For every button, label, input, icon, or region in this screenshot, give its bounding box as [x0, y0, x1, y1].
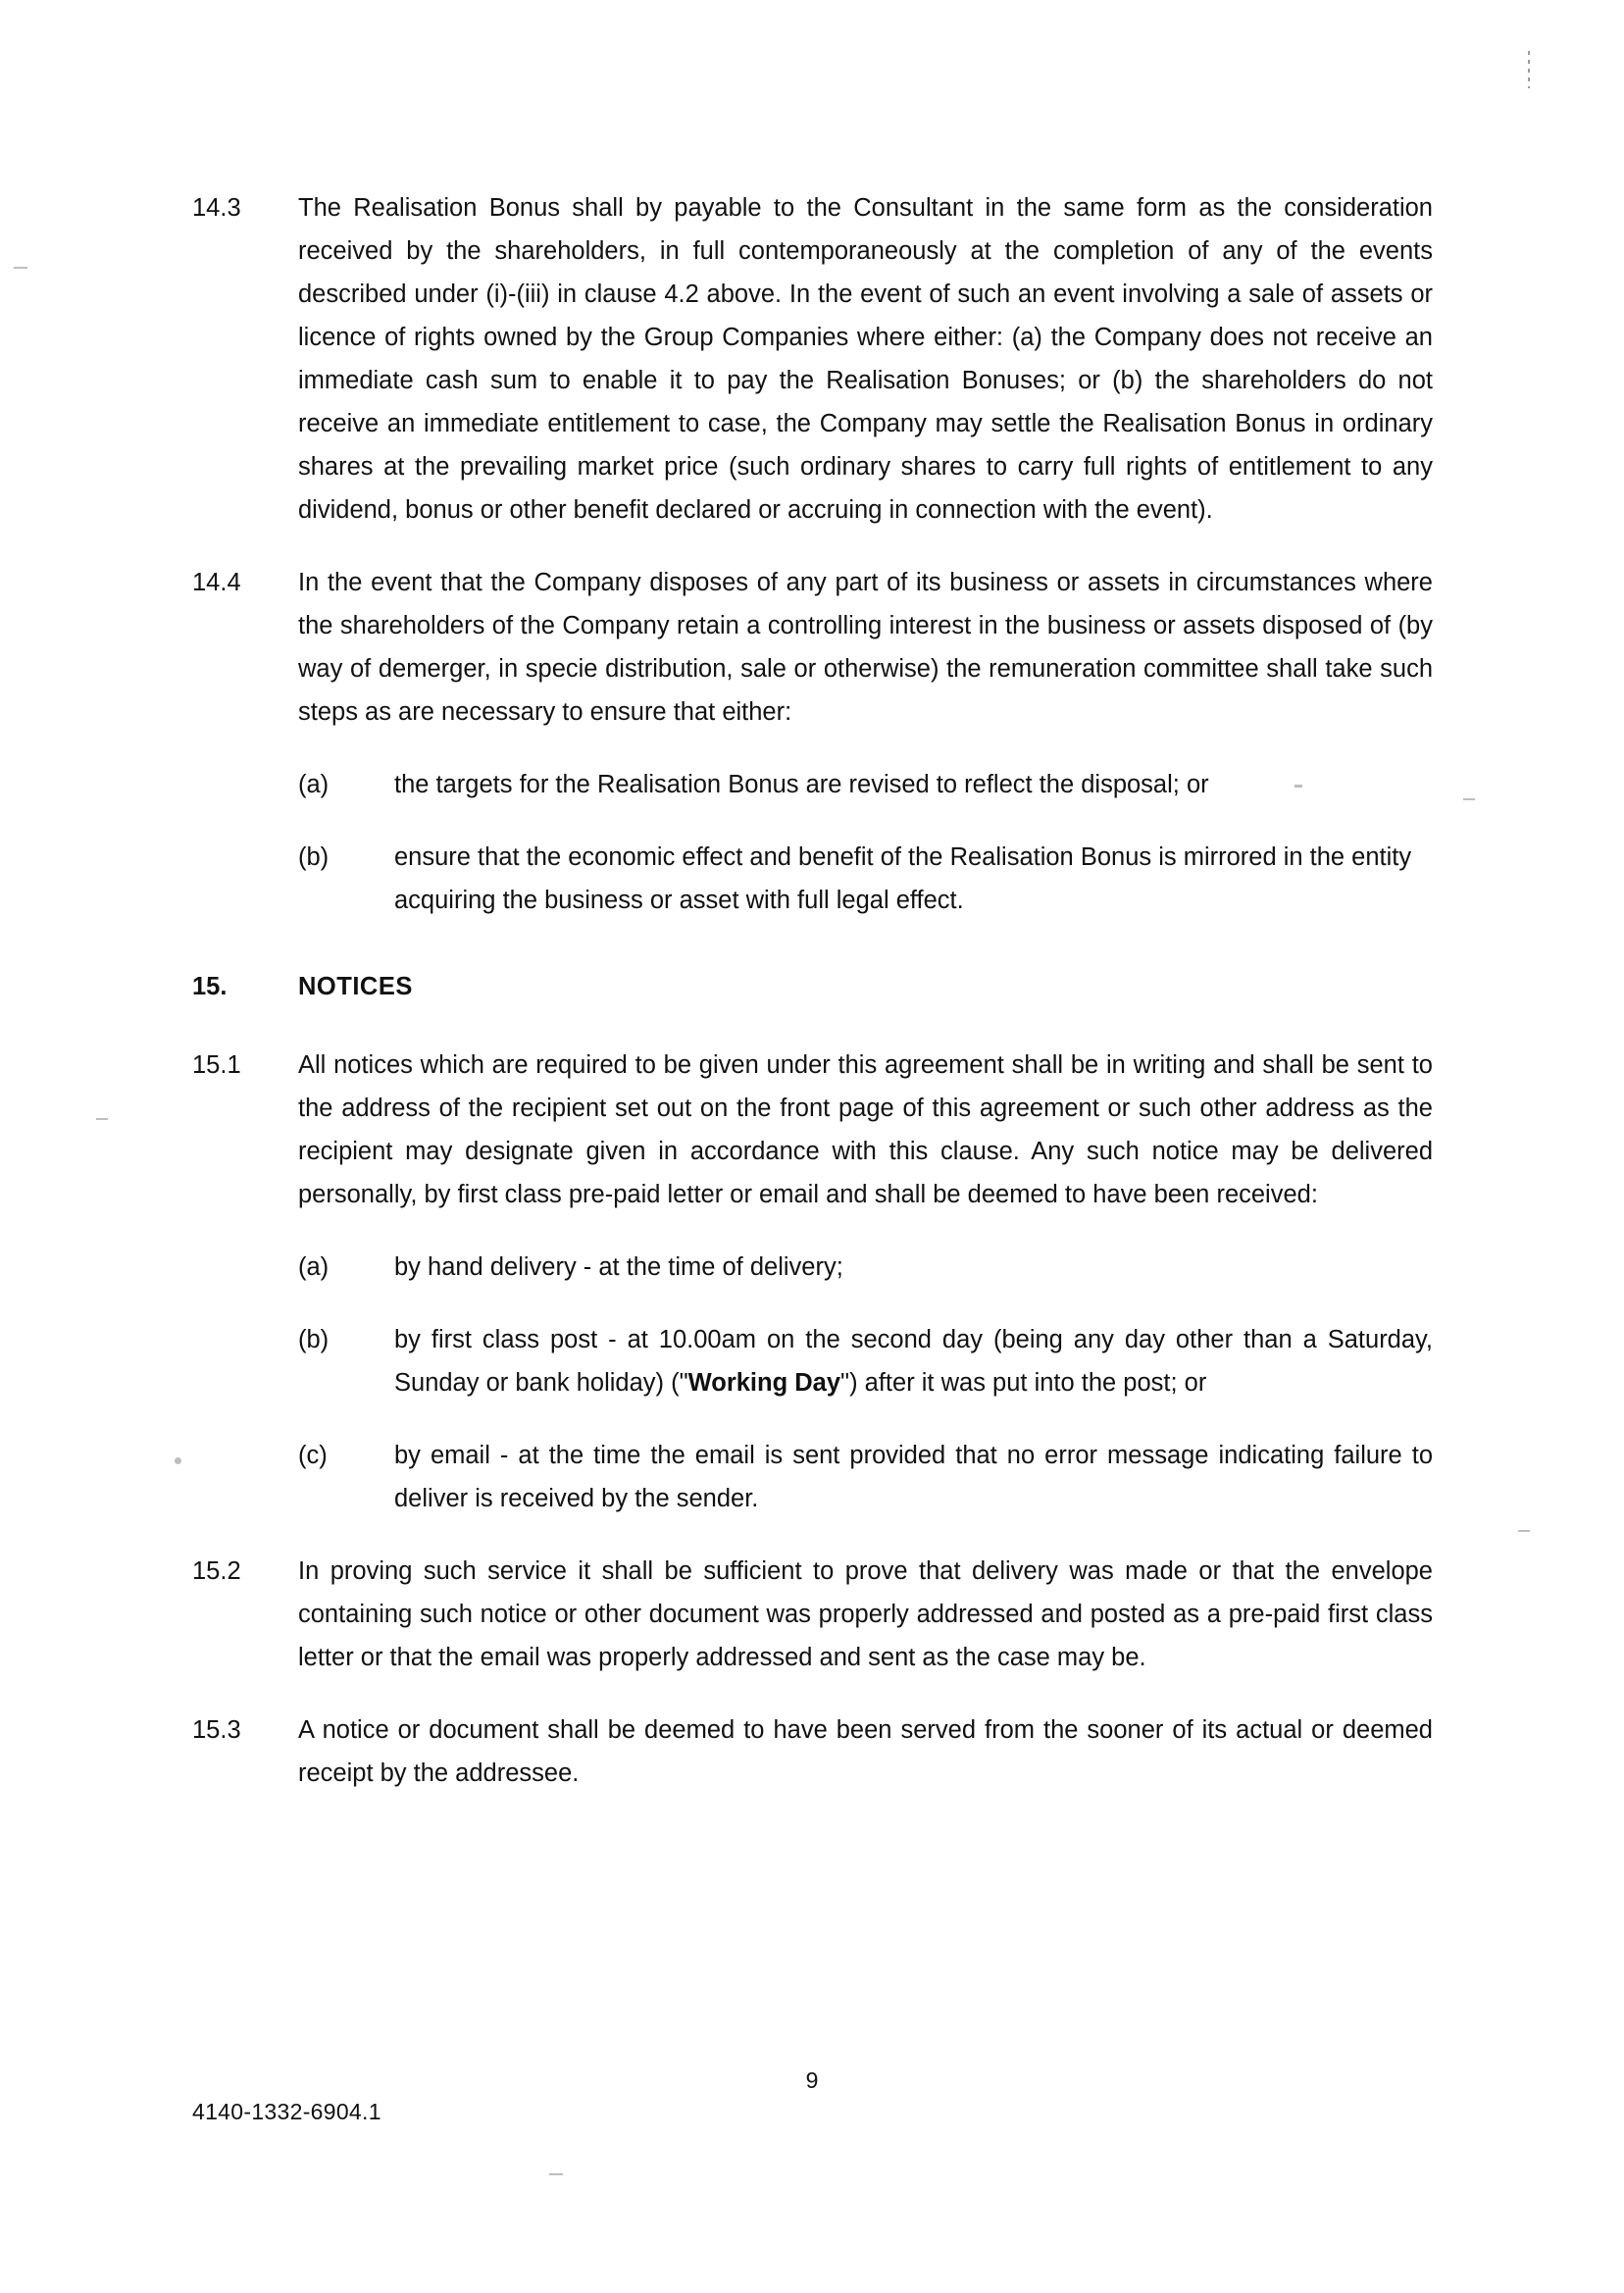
subclause-label: (b): [298, 843, 330, 871]
subclause-label: (a): [298, 771, 330, 798]
subclause-text: [394, 1318, 1433, 1404]
clause-text: In the event that the Company disposes of any part of its business or assets in circumstances where the shareholders of the Company retain a controlling interest in the business or assets disposed of (by way of demerger, in specie distribution, sale or otherwise) the remuneration committee shall take such steps as are necessary to ensure that either:: [298, 569, 1433, 726]
document-body: [192, 186, 1433, 1824]
subclause-15-1-b: [192, 1318, 1433, 1404]
clause-text: In proving such service it shall be sufficient to prove that delivery was made or that the envelope containing such notice or other document was properly addressed and posted as a pre-paid first class letter or that the email was properly addressed and sent as the case may be.: [298, 1557, 1433, 1671]
clause-15-1: [192, 1044, 1433, 1216]
clause-14-3: [192, 186, 1433, 532]
scan-artifact-speck-2: [96, 1118, 108, 1120]
subclause-label: (c): [298, 1442, 328, 1469]
subclause-text-part: by hand delivery - at the time of delivery;: [394, 1253, 843, 1281]
subclause-text: ensure that the economic effect and benefit of the Realisation Bonus is mirrored in the entity acquiring the business or asset with full legal effect.: [394, 843, 1412, 914]
clause-number: 14.4: [192, 569, 241, 596]
section-heading-notices: [192, 965, 1433, 1008]
subclause-text: the targets for the Realisation Bonus are revised to reflect the disposal; or: [394, 771, 1209, 798]
subclause-14-4-b: [192, 836, 1433, 922]
scan-artifact-speck-3: [175, 1457, 181, 1464]
subclause-label: (b): [298, 1326, 330, 1353]
subclause-text: [394, 1434, 1433, 1520]
scan-artifact-speck-7: [549, 2173, 563, 2175]
subclause-15-1-a: [192, 1246, 1433, 1289]
scan-artifact-speck-1: [14, 267, 27, 269]
clause-number: 15.2: [192, 1557, 241, 1585]
subclause-text-part: by first class post - at 10.00am on the second day (being any day other than a Saturday, Sunday or bank holiday) (": [394, 1326, 1433, 1397]
clause-15-2: [192, 1550, 1433, 1679]
subclause-defined-term: Working Day: [687, 1369, 841, 1397]
clause-number: 15.3: [192, 1716, 241, 1744]
scan-artifact-speck-5: [1518, 1530, 1530, 1532]
subclause-label: (a): [298, 1253, 330, 1281]
subclause-text-part: by email - at the time the email is sent provided that no error message indicating failure to deliver is received by the sender.: [394, 1442, 1433, 1512]
page-number: 9: [805, 2067, 819, 2093]
document-reference: 4140-1332-6904.1: [192, 2099, 381, 2124]
clause-number: 15.1: [192, 1051, 241, 1079]
clause-text: A notice or document shall be deemed to have been served from the sooner of its actual or deemed receipt by the addressee.: [298, 1716, 1433, 1787]
clause-14-4: [192, 561, 1433, 734]
subclause-14-4-a: [192, 763, 1433, 806]
clause-number: 14.3: [192, 194, 241, 222]
scan-artifact-speck-4: [1463, 798, 1475, 800]
subclause-15-1-c: [192, 1434, 1433, 1520]
subclause-text: [394, 1246, 1433, 1289]
scan-artifact-dashed-mark: [1528, 51, 1530, 88]
clause-text: All notices which are required to be given under this agreement shall be in writing and shall be sent to the address of the recipient set out on the front page of this agreement or such other address as the recipient may designate given in accordance with this clause. Any such notice may be delivered personally, by first class pre-paid letter or email and shall be deemed to have been received:: [298, 1051, 1433, 1208]
clause-text: The Realisation Bonus shall by payable to the Consultant in the same form as the consideration received by the shareholders, in full contemporaneously at the completion of any of the events described under (i)-(iii) in clause 4.2 above. In the event of such an event involving a sale of assets or licence of rights owned by the Group Companies where either: (a) the Company does not receive an immediate cash sum to enable it to pay the Realisation Bonuses; or (b) the shareholders do not receive an immediate entitlement to case, the Company may settle the Realisation Bonus in ordinary shares at the prevailing market price (such ordinary shares to carry full rights of entitlement to any dividend, bonus or other benefit declared or accruing in connection with the event).: [298, 194, 1433, 524]
clause-15-3: [192, 1708, 1433, 1795]
section-number: 15.: [192, 973, 228, 1000]
subclause-text-part: ") after it was put into the post; or: [840, 1369, 1207, 1397]
section-title: NOTICES: [298, 973, 413, 1000]
